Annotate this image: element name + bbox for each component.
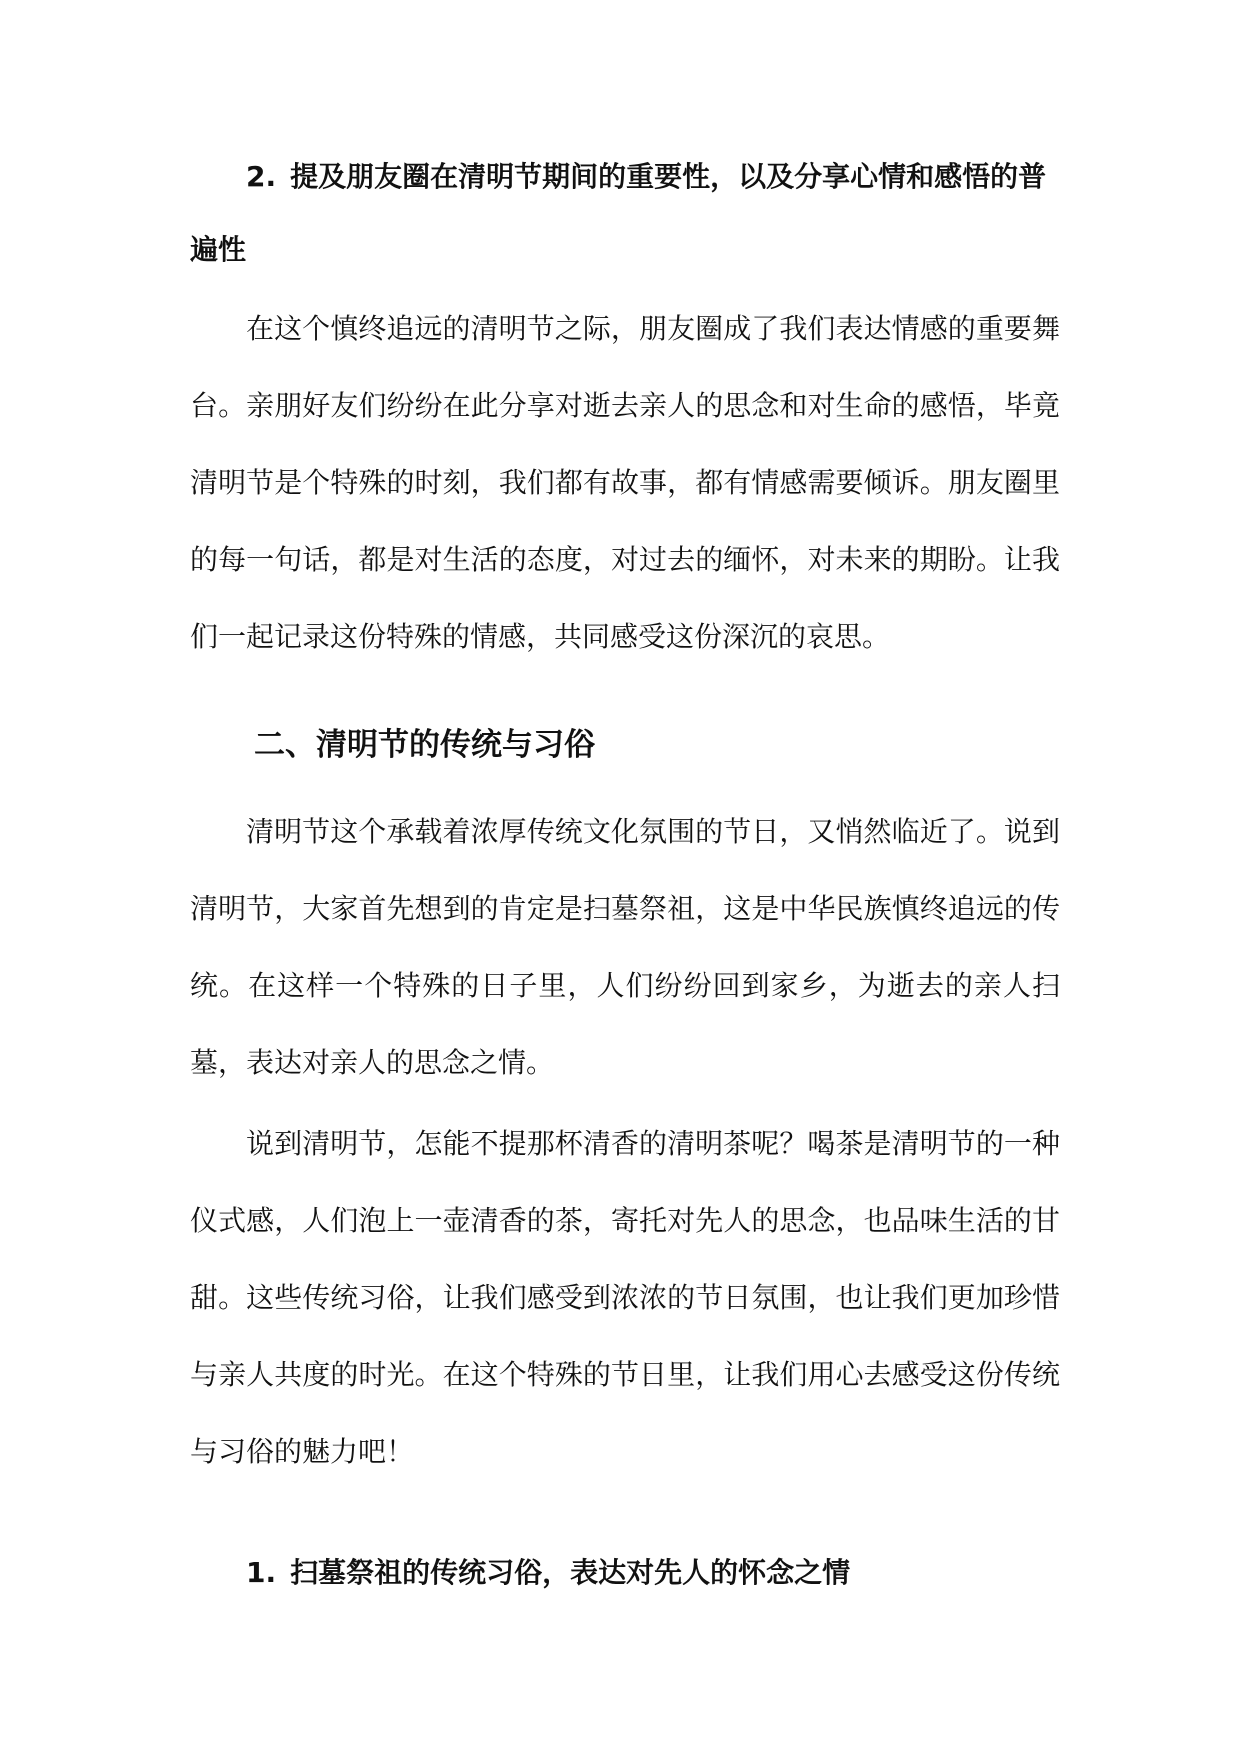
- paragraph-friend-circle: 在这个慎终追远的清明节之际，朋友圈成了我们表达情感的重要舞台。亲朋好友们纷纷在此分享对逝去亲人的思念和对生命的感悟，毕竟清明节是个特殊的时刻，我们都有故事，都有情感需要倾诉。朋友圈里的每一句话，都是对生活的态度，对过去的缅怀，对未来的期盼。让我们一起记录这份特殊的情感，共同感受这份深沉的哀思。: [190, 312, 1060, 653]
- document-page: [190, 140, 1060, 1609]
- subheading-text: 提及朋友圈在清明节期间的重要性，以及分享心情和感悟的普遍性: [190, 160, 1047, 266]
- paragraph-tomb-sweeping: 清明节这个承载着浓厚传统文化氛围的节日，又悄然临近了。说到清明节，大家首先想到的肯定是扫墓祭祖，这是中华民族慎终追远的传统。在这样一个特殊的日子里，人们纷纷回到家乡，为逝去的亲人扫墓，表达对亲人的思念之情。: [190, 815, 1060, 1079]
- paragraph-qingming-tea: 说到清明节，怎能不提那杯清香的清明茶呢？喝茶是清明节的一种仪式感，人们泡上一壶清香的茶，寄托对先人的思念，也品味生活的甘甜。这些传统习俗，让我们感受到浓浓的节日氛围，也让我们更加珍惜与亲人共度的时光。在这个特殊的节日里，让我们用心去感受这份传统与习俗的魅力吧！: [190, 1127, 1060, 1468]
- subheading-number: 2.: [246, 160, 277, 193]
- subheading-friend-circle: [190, 140, 1060, 286]
- subheading-number: 1.: [246, 1556, 277, 1589]
- subheading-tomb-sweeping-custom: [190, 1536, 1060, 1609]
- subheading-text: 扫墓祭祖的传统习俗，表达对先人的怀念之情: [290, 1556, 851, 1589]
- section-heading-traditions: 二、清明节的传统与习俗: [254, 727, 595, 763]
